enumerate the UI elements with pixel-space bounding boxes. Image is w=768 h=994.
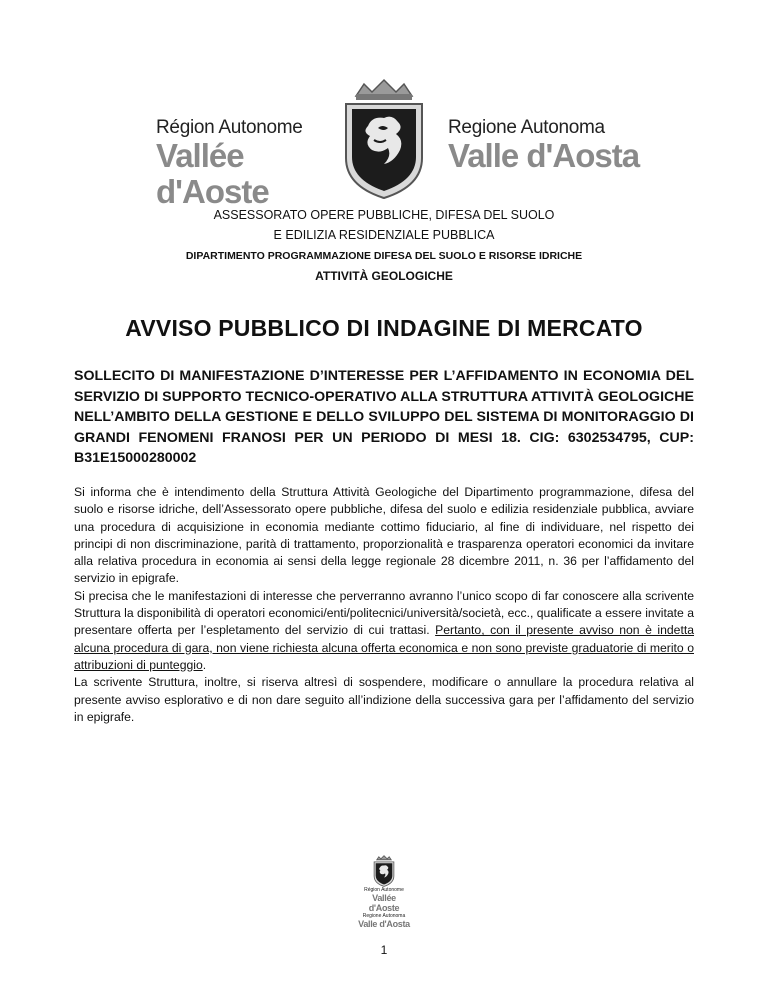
paragraph-1: Si informa che è intendimento della Struttura Attività Geologiche del Dipartimento programmazione, difesa del suolo e risorse idriche, dell’Assessorato opere pubbliche, difesa del suolo e edilizia residenziale pubblica, avviare una procedura di acquisizione in economia mediante cottimo fiduciario, al fine di individuare, nel rispetto dei principi di non discriminazione, parità di trattamento, proporzionalità e trasparenza operatori economici da invitare alla relativa procedura in economia ai sensi della legge regionale 28 dicembre 2011, n. 36 per l’affidamento del servizio in epigrafe. (74, 485, 694, 586)
paragraph-2-end: . (202, 657, 207, 672)
footer-logo-line4: Valle d'Aosta (358, 919, 410, 929)
department-line-1: ASSESSORATO OPERE PUBBLICHE, DIFESA DEL SUOLO (213, 208, 555, 222)
paragraph-3: La scrivente Struttura, inoltre, si riserva altresì di sospendere, modificare o annullare la procedura relativa al presente avviso esplorativo e di non dare seguito all’indizione della successiva gara per l’affidamento del servizio in epigrafe. (74, 675, 694, 724)
footer-logo-line2: Vallée d'Aoste (368, 893, 400, 913)
logo-right-line2: Valle d'Aosta (448, 137, 640, 174)
footer-shield-icon (371, 855, 397, 887)
logo-left-text (156, 118, 356, 210)
footer-logo (356, 855, 412, 929)
department-line-2: E EDILIZIA RESIDENZIALE PUBBLICA (273, 228, 495, 242)
paragraph-2-start: Si precisa che le manifestazioni di interesse che perverranno avranno l’unico scopo di far conoscere alla scrivente Struttura la disponibilità di operatori economici/enti/politecnici/università/società, ecc., qualificate a essere invitate a presentare offerta per l’espletamento del servizio di cui trattasi. (74, 588, 694, 638)
logo-left-line1: Région Autonome (156, 117, 303, 138)
logo-right-text (448, 118, 648, 174)
page-title: AVVISO PUBBLICO DI INDAGINE DI MERCATO (125, 315, 643, 341)
logo-left-line2: Vallée d'Aoste (156, 137, 269, 210)
subject-heading: SOLLECITO DI MANIFESTAZIONE D’INTERESSE PER L’AFFIDAMENTO IN ECONOMIA DEL SERVIZIO DI SUPPORTO TECNICO-OPERATIVO ALLA STRUTTURA ATTIVITÀ GEOLOGICHE NELL’AMBITO DELLA GESTIONE E DELLO SVILUPPO DEL SISTEMA DI MONITORAGGIO DI GRANDI FENOMENI FRANOSI PER UN PERIODO DI MESI 18. CIG: 6302534795, CUP: B31E15000280002 (74, 368, 694, 466)
page-number: 1 (380, 943, 388, 957)
paragraph-2 (74, 588, 694, 674)
footer-logo-line3: Regione Autonoma (362, 913, 406, 919)
body-text (74, 484, 694, 726)
header-logo (0, 78, 768, 210)
footer-logo-line1: Région Autonome (364, 887, 404, 893)
department-line-4: ATTIVITÀ GEOLOGICHE (315, 269, 453, 283)
logo-right-line1: Regione Autonoma (448, 117, 605, 138)
shield-crest-icon (334, 78, 434, 200)
department-line-3: DIPARTIMENTO PROGRAMMAZIONE DIFESA DEL SUOLO E RISORSE IDRICHE (185, 250, 583, 262)
paragraph-2-underlined: Pertanto, con il presente avviso non è indetta alcuna procedura di gara, non viene richiesta alcuna offerta economica e non sono previste graduatorie di merito o attribuzioni di punteggio (74, 623, 695, 672)
